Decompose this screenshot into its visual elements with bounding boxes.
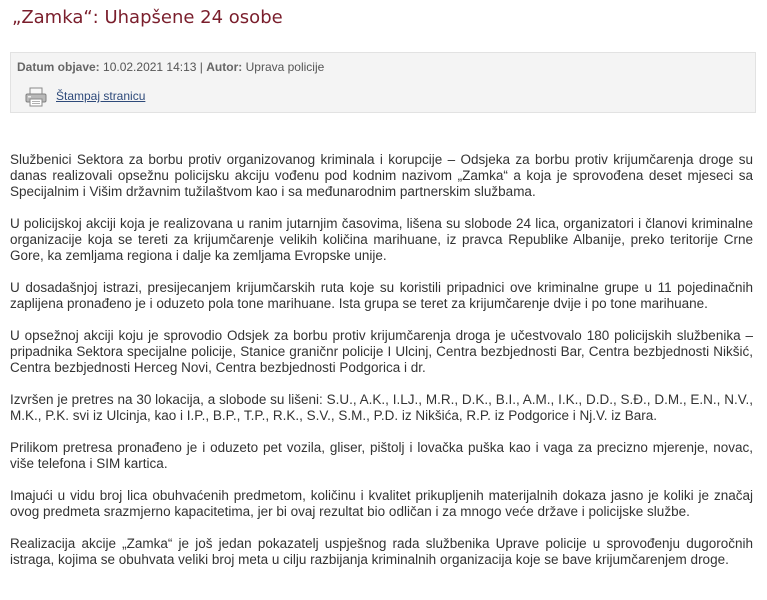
article-paragraph: Imajući u vidu broj lica obuhvaćenih predmetom, količinu i kvalitet prikupljenih materijalnih dokaza jasno je koliki je značaj ovog predmeta srazmjerno kapacitetima, jer bi ovaj rezultat bio odličan i za mnogo veće države i policijske službe. [10,488,753,519]
article-paragraph: Izvršen je pretres na 30 lokacija, a slobode su lišeni: S.U., A.K., I.LJ., M.R., D.K., B.I., A.M., I.K., D.D., S.Đ., D.M., E.N., N.V., M.K., P.K. svi iz Ulcinja, kao i I.P., B.P., T.P., R.K., S.V., S.M., P.D. iz Nikšića, R.P. iz Podgorice i Nj.V. iz Bara. [10,392,753,423]
author-label: Autor: [206,60,243,74]
article-meta-box [10,52,756,113]
publish-info [17,60,324,74]
article-body [10,152,753,584]
date-value: 10.02.2021 14:13 [103,60,197,74]
article-paragraph: U opsežnoj akciji koju je sprovodio Odsjek za borbu protiv krijumčarenja droga je učestvovalo 180 policijskih službenika – pripadnika Sektora specijalne policije, Stanice graničnr policije I Ulcinj, Centra bezbjednosti Bar, Centra bezbjednosti Nikšić, Centra bezbjednosti Herceg Novi, Centra bezbjednosti Podgorica i dr. [10,328,753,375]
article-paragraph: Prilikom pretresa pronađeno je i oduzeto pet vozila, gliser, pištolj i lovačka puška kao i vaga za precizno mjerenje, novac, više telefona i SIM kartica. [10,440,753,471]
printer-icon[interactable] [25,87,47,107]
print-page-link[interactable]: Štampaj stranicu [56,89,146,103]
article-paragraph: U dosadašnjoj istrazi, presijecanjem krijumčarskih ruta koje su koristili pripadnici ove kriminalne grupe u 11 pojedinačnih zaplijena pronađeno je i oduzeto pola tone marihuane. Ista grupa se teret za krijumčarenje dvije i po tone marihuane. [10,280,753,311]
article-paragraph: Realizacija akcije „Zamka“ je još jedan pokazatelj uspješnog rada službenika Uprave policije u sprovođenju dugoročnih istraga, kojima se obuhvata veliki broj meta u cilju razbijanja kriminalnih organizacija koje se bave krijumčarenjem droge. [10,536,753,567]
article-title: „Zamka“: Uhapšene 24 osobe [12,7,283,28]
date-label: Datum objave: [17,60,100,74]
meta-separator: | [199,60,203,74]
article-paragraph: Službenici Sektora za borbu protiv organizovanog kriminala i korupcije – Odsjeka za borbu protiv krijumčarenja droge su danas realizovali opsežnu policijsku akciju vođenu pod kodnim nazivom „Zamka“ a koja je sprovođena deset mjeseci sa Specijalnim i Višim državnim tužilaštvom kao i sa međunarodnim partnerskim službama. [10,152,753,199]
article-paragraph: U policijskoj akciji koja je realizovana u ranim jutarnjim časovima, lišena su slobode 24 lica, organizatori i članovi kriminalne organizacije koja se tereti za krijumčarenje velikih količina marihuane, iz pravca Republike Albanije, preko teritorije Crne Gore, ka zemljama regiona i dalje ka zemljama Evropske unije. [10,216,753,263]
author-value: Uprava policije [245,60,325,74]
